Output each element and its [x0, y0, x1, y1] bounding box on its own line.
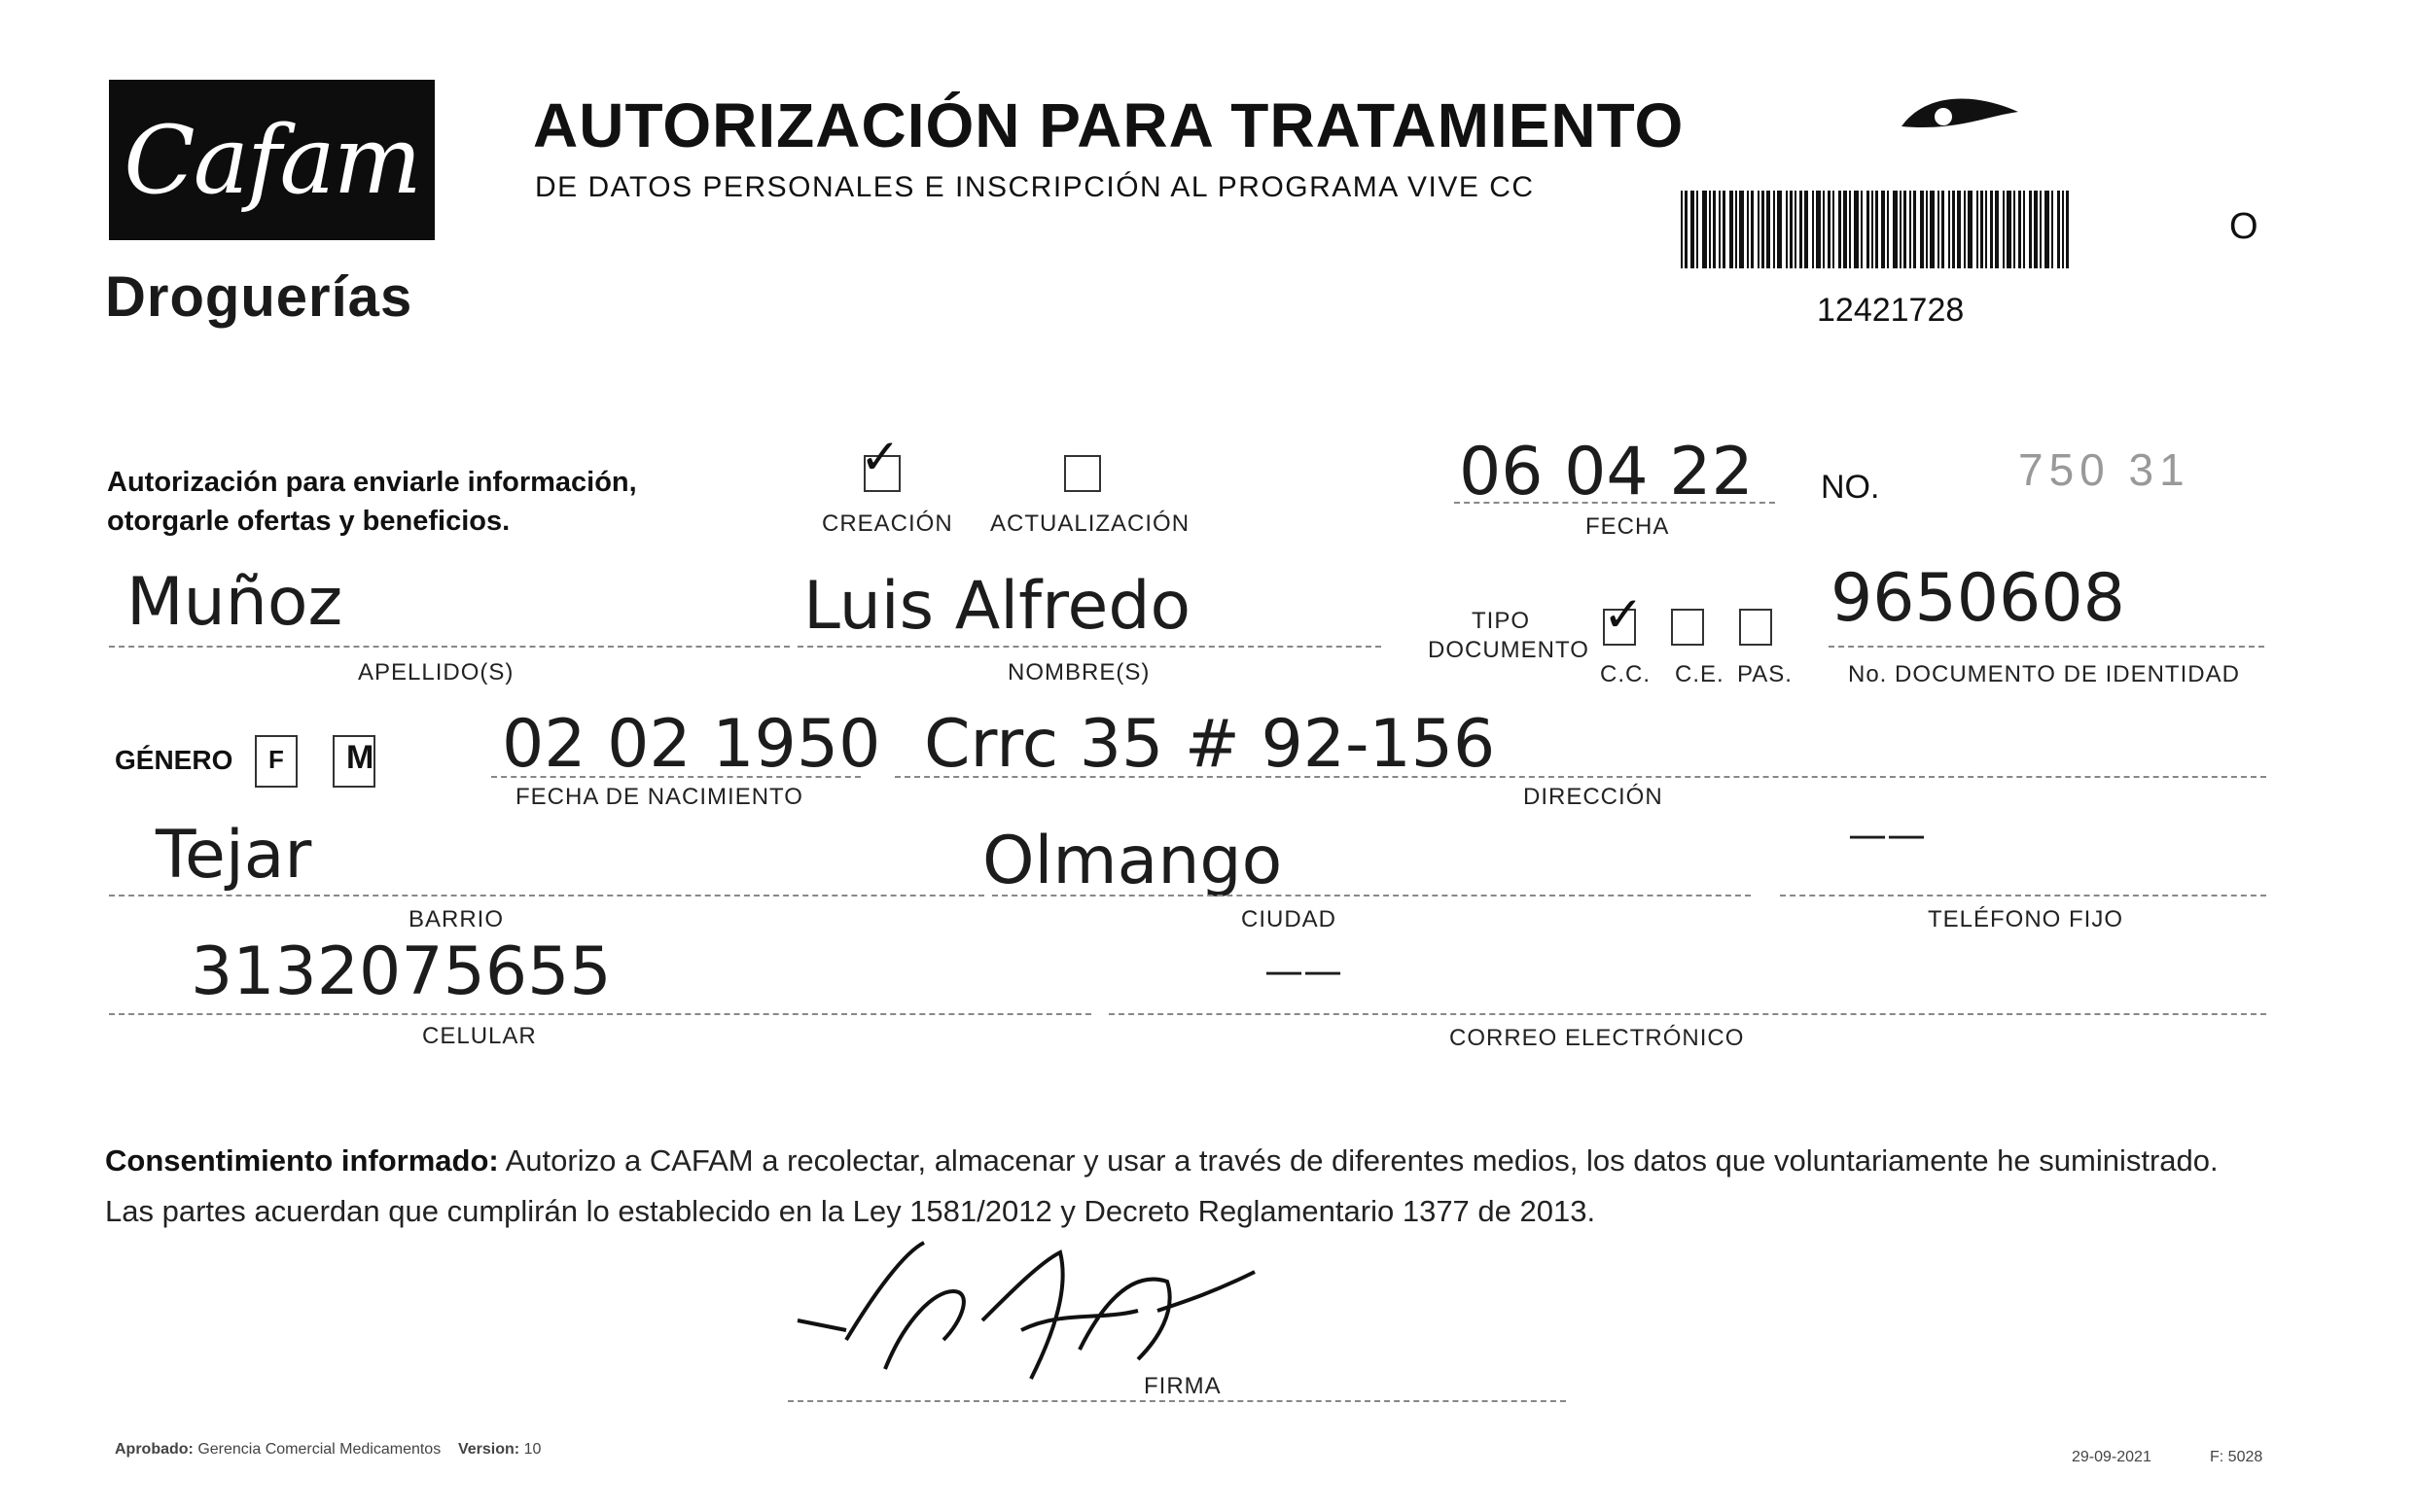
brand-subtitle: Droguerías [105, 265, 413, 329]
logo-text: Cafam [124, 105, 420, 215]
aprobado-label: Aprobado: [115, 1441, 194, 1458]
nombres-value[interactable]: Luis Alfredo [803, 568, 1191, 645]
footer-code: F: 5028 [2210, 1449, 2263, 1465]
consent-body: Autorizo a CAFAM a recolectar, almacenar y usar a través de diferentes medios, los datos que voluntariamente he suministrado. Las partes acuerdan que cumplirán lo establecido en la Ley 1581/2012 y Decreto Reglamentario 1377 de 2013. [105, 1143, 2219, 1228]
nacimiento-value[interactable]: 02 02 1950 [502, 706, 881, 783]
genero-f-label: F [268, 745, 284, 774]
form-subtitle: DE DATOS PERSONALES E INSCRIPCIÓN AL PROGRAMA VIVE CC [535, 171, 1535, 203]
fecha-label: FECHA [1585, 513, 1670, 540]
genero-m-label: M [346, 739, 374, 776]
doc-option-ce: C.E. [1675, 661, 1724, 687]
correo-value[interactable]: —— [1264, 949, 1342, 994]
correo-label: CORREO ELECTRÓNICO [1449, 1025, 1745, 1051]
genero-label: GÉNERO [115, 745, 233, 775]
fecha-value[interactable]: 06 04 22 [1459, 434, 1754, 510]
aprobado-value: Gerencia Comercial Medicamentos [197, 1441, 442, 1458]
doc-option-cc: C.C. [1600, 661, 1651, 687]
direccion-value[interactable]: Crrc 35 # 92-156 [924, 706, 1496, 783]
apellidos-value[interactable]: Muñoz [126, 564, 343, 641]
authorization-text: Autorización para enviarle información, otorgarle ofertas y beneficios. [107, 467, 637, 537]
apellidos-label: APELLIDO(S) [358, 659, 515, 686]
pas-checkbox[interactable] [1739, 609, 1772, 646]
footer-approved [115, 1441, 541, 1459]
check-mark-icon: ✓ [860, 430, 901, 484]
version-value: 10 [523, 1441, 542, 1458]
barcode-number: 12421728 [1817, 292, 1965, 329]
check-mark-icon: ✓ [1603, 587, 1644, 642]
barcode [1681, 191, 2070, 268]
consent-paragraph [105, 1136, 2264, 1237]
telefono-label: TELÉFONO FIJO [1928, 906, 2124, 932]
direccion-label: DIRECCIÓN [1523, 784, 1663, 810]
barrio-label: BARRIO [409, 906, 505, 932]
documento-value[interactable]: 9650608 [1831, 560, 2125, 637]
tipo-documento-label: TIPO DOCUMENTO [1428, 608, 1589, 663]
barrio-value[interactable]: Tejar [156, 817, 312, 894]
actualizacion-checkbox[interactable] [1064, 455, 1101, 492]
firma-label: FIRMA [1144, 1373, 1222, 1399]
nombres-label: NOMBRE(S) [1008, 659, 1151, 686]
documento-label: No. DOCUMENTO DE IDENTIDAD [1848, 661, 2240, 687]
ciudad-label: CIUDAD [1241, 906, 1337, 932]
creacion-label: CREACIÓN [822, 510, 953, 537]
celular-value[interactable]: 3132075655 [191, 933, 612, 1010]
nacimiento-label: FECHA DE NACIMIENTO [515, 784, 803, 810]
eye-logo-icon [1897, 88, 2023, 146]
corner-mark: O [2229, 206, 2258, 247]
form-title: AUTORIZACIÓN PARA TRATAMIENTO [533, 90, 1685, 160]
ciudad-value[interactable]: Olmango [982, 823, 1283, 899]
footer-date: 29-09-2021 [2072, 1449, 2151, 1465]
consent-heading: Consentimiento informado: [105, 1143, 499, 1178]
cafam-logo [109, 80, 435, 240]
doc-option-pas: PAS. [1737, 661, 1793, 687]
no-value: 750 31 [2018, 444, 2190, 495]
version-label: Version: [457, 1441, 520, 1458]
ce-checkbox[interactable] [1671, 609, 1704, 646]
celular-label: CELULAR [422, 1023, 537, 1049]
telefono-value[interactable]: —— [1848, 813, 1926, 858]
no-label: NO. [1821, 469, 1880, 506]
actualizacion-label: ACTUALIZACIÓN [990, 510, 1191, 537]
